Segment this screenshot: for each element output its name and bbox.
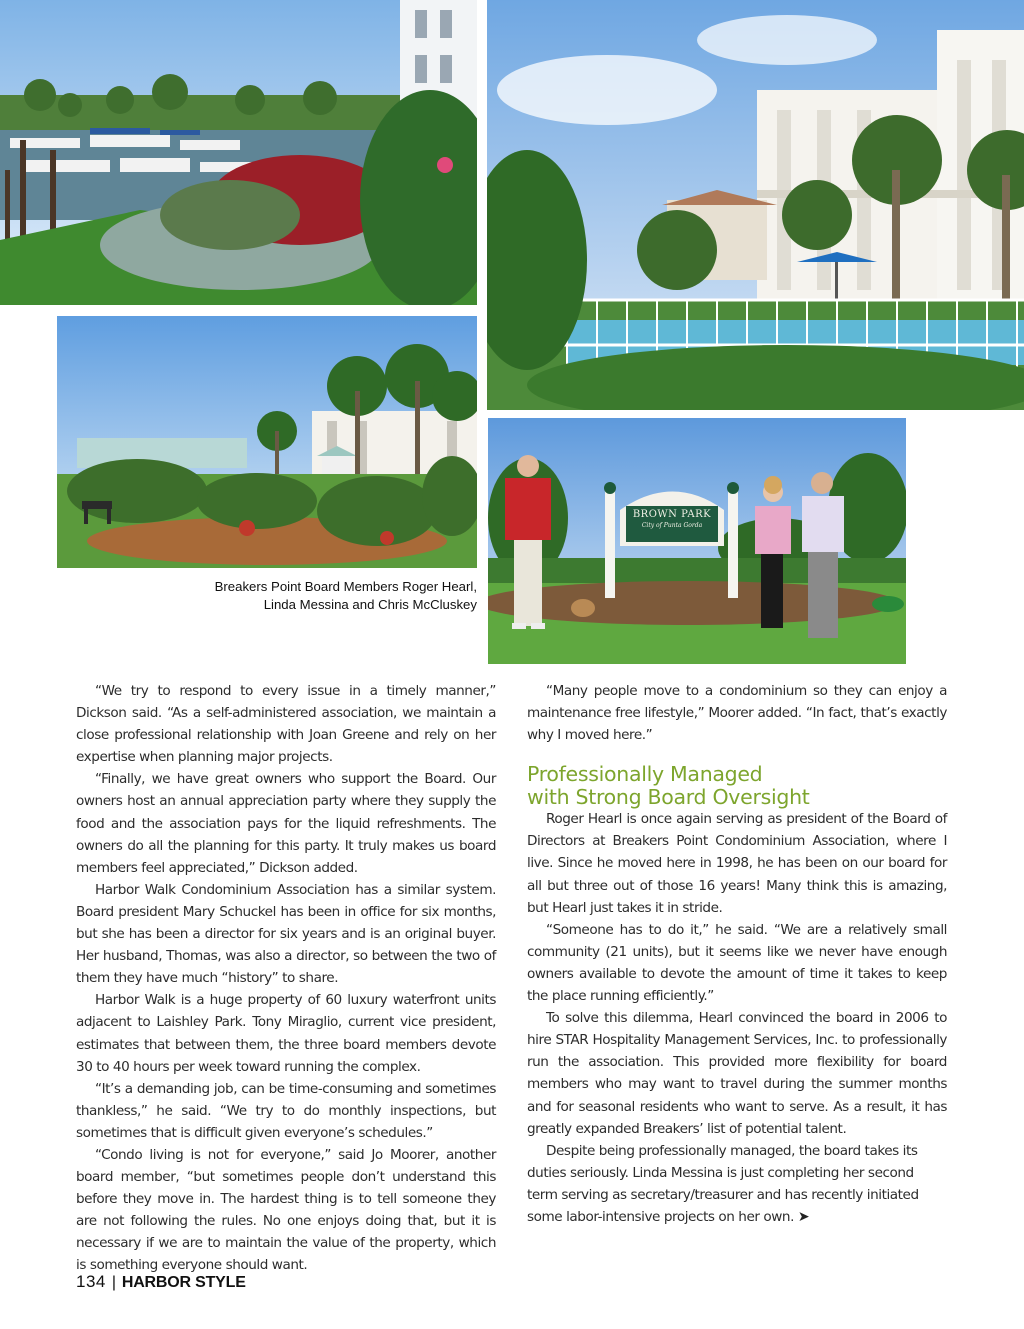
caption-line-1: Breakers Point Board Members Roger Hearl, xyxy=(214,579,477,594)
park-photo-image xyxy=(57,316,477,568)
left-paragraph-1: “We try to respond to every issue in a timely manner,” Dickson said. “As a self-administered association, we maintain a close professional relationship with Joan Greene and rely on her expertise when planning major projects. xyxy=(76,683,496,766)
pool-photo xyxy=(487,0,1024,410)
caption-line-2: Linda Messina and Chris McCluskey xyxy=(263,597,477,612)
pool-photo-image xyxy=(487,0,1024,410)
right-paragraph-1: Roger Hearl is once again serving as president of the Board of Directors at Breakers Point Condominium Association, where I live. Since he moved here in 1998, he has been on our board for all but three out of those 16 years! Many think this is amazing, but Hearl just takes it in stride. xyxy=(527,811,947,916)
page-number: 134 xyxy=(76,1272,106,1291)
heading-line-1: Professionally Managed xyxy=(527,762,763,787)
right-paragraph-2: “Someone has to do it,” he said. “We are a relatively small community (21 units), but it seems like we never have enough owners available to devote the amount of time it takes to keep the place running efficiently.” xyxy=(527,921,947,1005)
publication-name: HARBOR STYLE xyxy=(121,1274,246,1291)
photo-caption xyxy=(150,578,477,614)
page-footer xyxy=(76,1272,246,1292)
right-paragraph-4-text: Despite being professionally managed, the board takes its duties seriously. Linda Messina is just completing her second term serving as secretary/treasurer and has recently initiated some labor-intensive projects on her own. xyxy=(527,1142,919,1225)
heading-line-2: with Strong Board Oversight xyxy=(527,784,810,809)
sign-title: BROWN PARK xyxy=(632,509,712,520)
board-members-photo xyxy=(488,418,906,664)
board-members-image xyxy=(488,418,906,664)
continue-arrow-icon: ➤ xyxy=(797,1208,810,1225)
marina-photo-image xyxy=(0,0,477,305)
right-paragraph-3: To solve this dilemma, Hearl convinced the board in 2006 to hire STAR Hospitality Management Services, Inc. to professionally run the association. This provided more flexibility for board members who may want to travel during the summer months and for seasonal residents who want to serve. As a result, it has greatly expanded Breakers’ list of potential talent. xyxy=(527,1010,947,1137)
section-heading xyxy=(527,763,947,808)
footer-separator: | xyxy=(111,1274,116,1291)
right-column xyxy=(527,680,947,1228)
left-paragraph-4: Harbor Walk is a huge property of 60 luxury waterfront units adjacent to Laishley Park. Tony Miraglio, current vice president, estimates that between them, the three board members devote 30 to 40 hours per week toward running the complex. xyxy=(76,992,496,1075)
left-column xyxy=(76,680,496,1277)
right-paragraph-4 xyxy=(527,1140,947,1228)
left-paragraph-6: “Condo living is not for everyone,” said Jo Moorer, another board member, “but sometimes people don’t understand this before they move in. The hardest thing is to tell someone they are not following the rules. No one enjoys doing that, but it is necessary if we are to maintain the value of the property, which is something everyone should want. xyxy=(76,1146,496,1274)
marina-photo xyxy=(0,0,477,305)
left-paragraph-2: “Finally, we have great owners who support the Board. Our owners host an annual appreciation party where they supply the food and the association pays for the liquid refreshments. The owners do all the planning for this party. It truly makes us board members feel appreciated,” Dickson added. xyxy=(76,771,496,876)
left-paragraph-3: Harbor Walk Condominium Association has a similar system. Board president Mary Schuckel has been in office for six months, but she has been a director for six years and is an original buyer. Her husband, Thomas, was also a director, so between the two of them they have much “history” to share. xyxy=(76,881,496,987)
right-intro-paragraph: “Many people move to a condominium so they can enjoy a maintenance free lifestyle,” Moorer added. “In fact, that’s exactly why I moved here.” xyxy=(527,683,947,744)
left-paragraph-5: “It’s a demanding job, can be time-consuming and sometimes thankless,” he said. “We try to do monthly inspections, but sometimes that is difficult given everyone’s schedules.” xyxy=(76,1080,496,1141)
sign-subtitle: City of Punta Gorda xyxy=(641,522,703,529)
park-photo xyxy=(57,316,477,568)
